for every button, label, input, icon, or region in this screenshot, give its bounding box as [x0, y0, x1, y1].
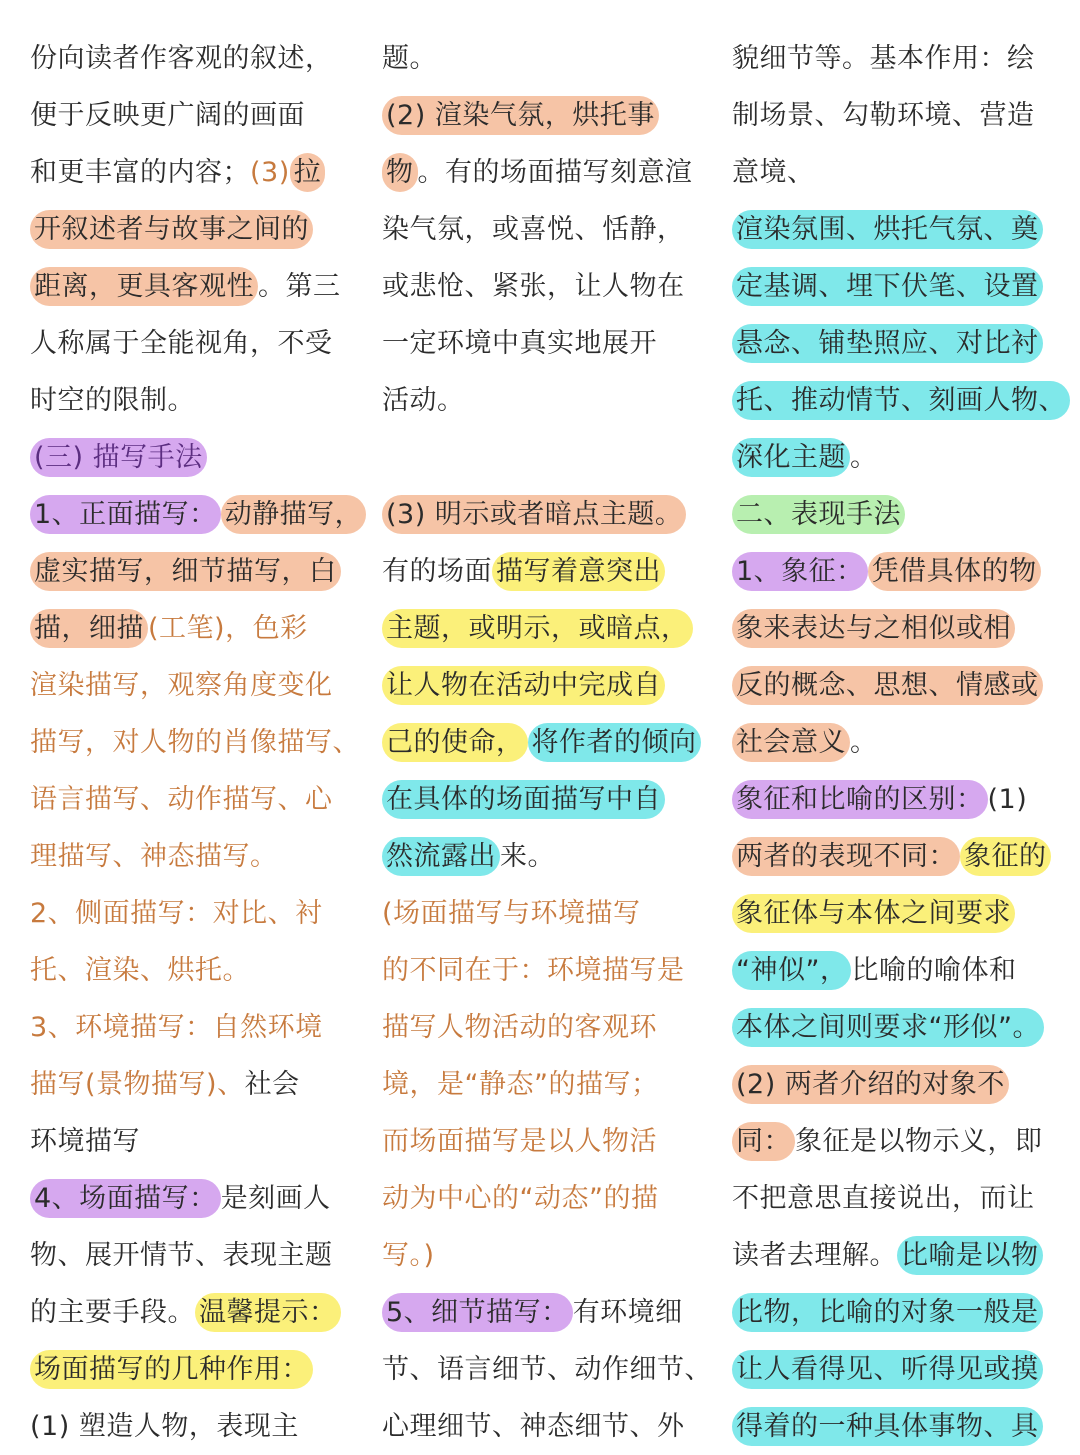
text-line	[30, 144, 370, 201]
highlighted-text: 物	[382, 153, 418, 192]
text-segment: 境，是“静态”的描写；	[382, 1069, 659, 1100]
text-segment: 染气氛，或喜悦、恬静，	[382, 214, 685, 245]
text-segment: 象征是以物示义，即	[795, 1126, 1043, 1157]
text-segment: 动为中心的“动态”的描	[382, 1183, 659, 1214]
text-segment: (场面描写与环境描写	[382, 898, 641, 929]
text-segment: 心理细节、神态细节、外	[382, 1411, 685, 1442]
text-line	[382, 372, 707, 429]
text-segment: 有环境细	[572, 1297, 683, 1328]
text-segment: 活动。	[382, 385, 465, 416]
highlighted-text: 开叙述者与故事之间的	[30, 210, 313, 249]
text-line	[382, 1227, 707, 1284]
text-line	[30, 258, 370, 315]
text-segment: 环境描写	[30, 1126, 140, 1157]
text-segment: 渲染描写，观察角度变化	[30, 670, 333, 701]
text-line	[30, 1170, 370, 1227]
text-line	[732, 714, 1062, 771]
text-line	[382, 999, 707, 1056]
text-line	[30, 429, 370, 486]
highlighted-text: 凭借具体的物	[868, 552, 1041, 591]
highlighted-text: 本体之间则要求“形似”。	[732, 1008, 1044, 1047]
text-line	[382, 543, 707, 600]
text-segment: 的主要手段。	[30, 1297, 195, 1328]
text-segment: 不把意思直接说出，而让	[732, 1183, 1035, 1214]
text-segment: 写。)	[382, 1240, 435, 1271]
text-line	[382, 30, 707, 87]
text-segment: 貌细节等。基本作用：绘	[732, 43, 1035, 74]
highlighted-text: (三) 描写手法	[30, 438, 207, 477]
text-line	[382, 828, 707, 885]
text-segment: 托、渲染、烘托。	[30, 955, 250, 986]
text-line	[732, 201, 1062, 258]
text-segment: 一定环境中真实地展开	[382, 328, 657, 359]
text-segment: 3、环境描写：自然环境	[30, 1012, 323, 1043]
highlighted-text: (3) 明示或者暗点主题。	[382, 495, 686, 534]
text-segment: 有的场面	[382, 556, 492, 587]
highlighted-text: 社会意义	[732, 723, 850, 762]
text-segment: 的不同在于：环境描写是	[382, 955, 685, 986]
text-line	[30, 1284, 370, 1341]
text-line	[30, 1113, 370, 1170]
text-segment: 意境、	[732, 157, 815, 188]
text-segment: 2、侧面描写：对比、衬	[30, 898, 323, 929]
text-line	[732, 87, 1062, 144]
highlighted-text: 将作者的倾向	[528, 723, 701, 762]
text-line	[382, 258, 707, 315]
highlighted-text: 拉	[290, 153, 326, 192]
highlighted-text: 然流露出	[382, 837, 500, 876]
text-line	[30, 999, 370, 1056]
highlighted-text: 己的使命，	[382, 723, 528, 762]
text-line	[30, 87, 370, 144]
text-line	[732, 429, 1062, 486]
text-line	[30, 372, 370, 429]
highlighted-text: 在具体的场面描写中自	[382, 780, 665, 819]
highlighted-text: “神似”，	[732, 951, 851, 990]
text-line	[30, 30, 370, 87]
highlighted-text: 虚实描写，细节描写，白	[30, 552, 341, 591]
highlighted-text: (2) 渲染气氛，烘托事	[382, 96, 659, 135]
text-segment: 物、展开情节、表现主题	[30, 1240, 333, 1271]
text-line	[732, 1227, 1062, 1284]
highlighted-text: 比物，比喻的对象一般是	[732, 1293, 1043, 1332]
text-segment: 便于反映更广阔的画面	[30, 100, 305, 131]
text-line	[732, 144, 1062, 201]
text-segment: 社会	[244, 1069, 300, 1100]
text-segment: 而场面描写是以人物活	[382, 1126, 657, 1157]
text-line	[30, 543, 370, 600]
text-line	[382, 942, 707, 999]
highlighted-text: 场面描写的几种作用：	[30, 1350, 313, 1389]
text-segment: 题。	[382, 43, 437, 74]
text-segment: 或悲怆、紧张，让人物在	[382, 271, 685, 302]
text-segment: (1)	[987, 784, 1028, 815]
text-line	[30, 771, 370, 828]
text-line	[732, 372, 1066, 429]
text-line	[382, 1056, 707, 1113]
text-segment: (1) 塑造人物，表现主	[30, 1411, 299, 1442]
highlighted-text: 两者的表现不同：	[732, 837, 960, 876]
text-line	[30, 1227, 370, 1284]
text-line	[732, 315, 1062, 372]
text-line	[382, 315, 707, 372]
highlighted-text: 4、场面描写：	[30, 1179, 221, 1218]
text-line	[732, 771, 1062, 828]
text-line	[30, 885, 370, 942]
text-segment: 来。	[500, 841, 555, 872]
highlighted-text: 渲染氛围、烘托气氛、奠	[732, 210, 1043, 249]
text-line	[732, 1170, 1062, 1227]
text-line	[732, 1284, 1062, 1341]
text-segment: 。第三	[258, 271, 341, 302]
highlighted-text: 反的概念、思想、情感或	[732, 666, 1043, 705]
text-line	[30, 714, 370, 771]
text-segment: 时空的限制。	[30, 385, 195, 416]
highlighted-text: 二、表现手法	[732, 495, 905, 534]
text-line	[732, 1113, 1062, 1170]
text-segment: 描写人物活动的客观环	[382, 1012, 657, 1043]
text-segment: (工笔)，色彩	[148, 613, 308, 644]
text-line	[732, 486, 1062, 543]
highlighted-text: 1、象征：	[732, 552, 868, 591]
text-segment: 人称属于全能视角，不受	[30, 328, 333, 359]
highlighted-text: 象征的	[960, 837, 1051, 876]
text-segment: 份向读者作客观的叙述，	[30, 43, 333, 74]
highlighted-text: 深化主题	[732, 438, 850, 477]
text-line	[732, 942, 1062, 999]
left-column	[30, 30, 370, 1455]
highlighted-text: 让人物在活动中完成自	[382, 666, 665, 705]
text-segment: 描写(景物描写)、	[30, 1069, 245, 1100]
text-line	[382, 600, 707, 657]
highlighted-text: 描，细描	[30, 609, 148, 648]
text-segment: 比喻的喻体和	[851, 955, 1017, 986]
text-segment: 理描写、神态描写。	[30, 841, 278, 872]
text-segment: 读者去理解。	[732, 1240, 897, 1271]
highlighted-text: 得着的一种具体事物、具	[732, 1407, 1043, 1446]
text-line	[30, 942, 370, 999]
text-segment: 和更丰富的内容；	[30, 157, 250, 188]
highlighted-text: 1、正面描写：	[30, 495, 221, 534]
highlighted-text: 距离，更具客观性	[30, 267, 258, 306]
text-line	[30, 1341, 370, 1398]
text-segment: 。	[850, 727, 878, 758]
text-line	[30, 600, 370, 657]
text-segment: 语言描写、动作描写、心	[30, 784, 333, 815]
text-line	[732, 600, 1062, 657]
text-line	[732, 258, 1062, 315]
text-line	[30, 315, 370, 372]
text-line	[30, 486, 370, 543]
text-line	[732, 543, 1062, 600]
text-segment: 制场景、勾勒环境、营造	[732, 100, 1035, 131]
highlighted-text: 同：	[732, 1122, 795, 1161]
text-line	[382, 714, 707, 771]
text-line	[30, 1056, 370, 1113]
highlighted-text: 5、细节描写：	[382, 1293, 573, 1332]
text-line	[382, 885, 707, 942]
text-segment: 描写，对人物的肖像描写、	[30, 727, 360, 758]
text-line	[382, 201, 707, 258]
highlighted-text: 比喻是以物	[897, 1236, 1043, 1275]
right-column	[732, 30, 1066, 1455]
highlighted-text: 温馨提示：	[195, 1293, 341, 1332]
text-line	[732, 999, 1062, 1056]
text-line	[732, 828, 1062, 885]
text-line	[732, 657, 1062, 714]
text-line	[382, 144, 707, 201]
text-line	[732, 30, 1062, 87]
text-line	[732, 1398, 1062, 1455]
text-line	[732, 1341, 1062, 1398]
text-line	[382, 429, 707, 486]
text-line	[382, 87, 707, 144]
text-segment: 。	[850, 442, 878, 473]
text-line	[30, 657, 370, 714]
text-line	[382, 486, 707, 543]
highlighted-text: 象来表达与之相似或相	[732, 609, 1015, 648]
highlighted-text: 悬念、铺垫照应、对比衬	[732, 324, 1043, 363]
text-line	[382, 1341, 712, 1398]
highlighted-text: 象征体与本体之间要求	[732, 894, 1015, 933]
middle-column	[382, 30, 712, 1455]
text-segment: (3)	[250, 157, 290, 188]
highlighted-text: 托、推动情节、刻画人物、	[732, 381, 1070, 420]
text-line	[30, 1398, 370, 1455]
highlighted-text: (2) 两者介绍的对象不	[732, 1065, 1009, 1104]
text-line	[382, 1170, 707, 1227]
text-line	[382, 1398, 707, 1455]
text-line	[30, 201, 370, 258]
highlighted-text: 主题，或明示，或暗点，	[382, 609, 693, 648]
highlighted-text: 定基调、埋下伏笔、设置	[732, 267, 1043, 306]
text-segment: 是刻画人	[220, 1183, 331, 1214]
highlighted-text: 动静描写，	[221, 495, 367, 534]
text-line	[382, 1284, 707, 1341]
text-line	[382, 1113, 707, 1170]
text-line	[732, 1056, 1062, 1113]
text-segment: 。有的场面描写刻意渲	[417, 157, 693, 188]
highlighted-text: 象征和比喻的区别：	[732, 780, 988, 819]
text-line	[30, 828, 370, 885]
highlighted-text: 让人看得见、听得见或摸	[732, 1350, 1043, 1389]
highlighted-text: 描写着意突出	[492, 552, 665, 591]
text-line	[732, 885, 1062, 942]
text-segment: 节、语言细节、动作细节、	[382, 1354, 712, 1385]
text-line	[382, 771, 707, 828]
text-line	[382, 657, 707, 714]
